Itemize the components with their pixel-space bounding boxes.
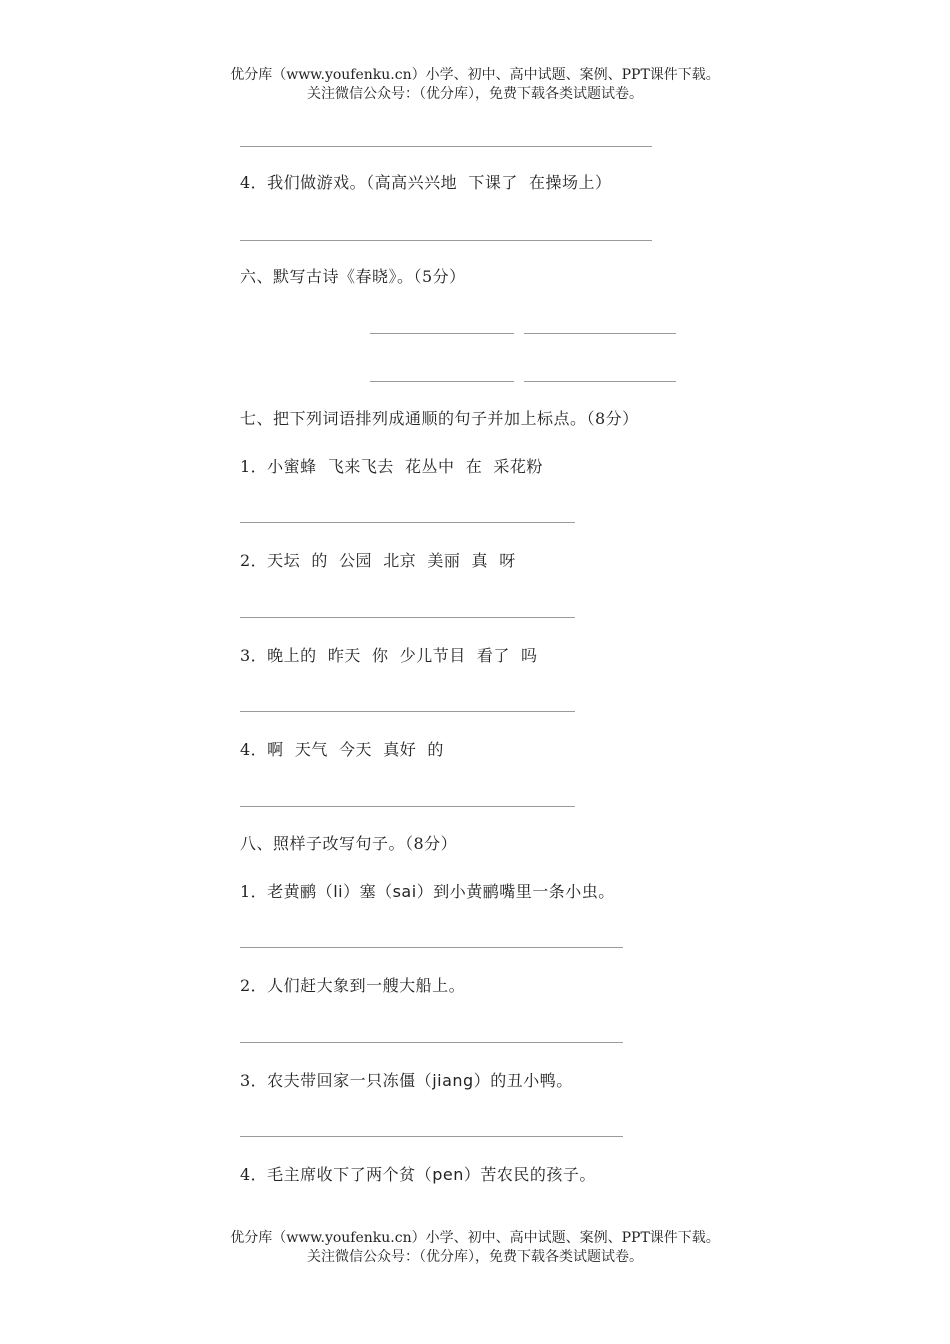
poem-line-3 [370, 381, 514, 382]
page-footer [0, 1229, 950, 1267]
question-7-4: 4．啊 天气 今天 真好 的 [240, 740, 444, 759]
footer-line-1: 优分库（www.youfenku.cn）小学、初中、高中试题、案例、PPT课件下载。 [230, 1230, 720, 1246]
section-6-title: 六、默写古诗《春晓》。（5分） [240, 267, 466, 286]
question-7-2: 2．天坛 的 公园 北京 美丽 真 呀 [240, 551, 516, 570]
question-8-1-text-c: ）到小黄鹂嘴里一条小虫。 [416, 882, 615, 901]
question-5-4: 4．我们做游戏。（高高兴兴地 下课了 在操场上） [240, 173, 612, 192]
question-8-4 [240, 1164, 596, 1186]
poem-line-4 [524, 381, 676, 382]
question-8-1-text-b: ）塞（ [343, 882, 393, 901]
answer-line [240, 711, 575, 712]
question-8-3-text-b: ）的丑小鸭。 [473, 1071, 573, 1090]
answer-line [240, 240, 652, 241]
question-8-1 [240, 881, 615, 903]
page-header [0, 66, 950, 104]
answer-line [240, 1136, 623, 1137]
poem-line-2 [524, 333, 676, 334]
question-8-4-text-b: ）苦农民的孩子。 [463, 1165, 596, 1184]
question-8-1-text-a: 1．老黄鹂（ [240, 882, 334, 901]
poem-line-1 [370, 333, 514, 334]
question-7-1: 1．小蜜蜂 飞来飞去 花丛中 在 采花粉 [240, 457, 543, 476]
question-8-3 [240, 1070, 573, 1092]
question-8-3-text-a: 3．农夫带回家一只冻僵（ [240, 1071, 433, 1090]
section-7-title: 七、把下列词语排列成通顺的句子并加上标点。（8分） [240, 409, 639, 428]
pinyin-jiang: jiang [432, 1071, 474, 1090]
answer-line [240, 1042, 623, 1043]
pinyin-pen: pen [432, 1165, 464, 1184]
answer-line [240, 806, 575, 807]
answer-line [240, 522, 575, 523]
header-line-1: 优分库（www.youfenku.cn）小学、初中、高中试题、案例、PPT课件下载。 [230, 67, 720, 83]
pinyin-sai: sai [392, 882, 417, 901]
question-8-4-text-a: 4．毛主席收下了两个贫（ [240, 1165, 433, 1184]
question-8-2: 2．人们赶大象到一艘大船上。 [240, 976, 466, 995]
answer-line [240, 146, 652, 147]
answer-line [240, 617, 575, 618]
pinyin-li: li [333, 882, 344, 901]
answer-line [240, 947, 623, 948]
question-7-3: 3．晚上的 昨天 你 少儿节目 看了 吗 [240, 646, 538, 665]
section-8-title: 八、照样子改写句子。（8分） [240, 834, 458, 853]
header-line-2: 关注微信公众号：（优分库），免费下载各类试题试卷。 [307, 86, 643, 102]
footer-line-2: 关注微信公众号：（优分库），免费下载各类试题试卷。 [307, 1249, 643, 1265]
